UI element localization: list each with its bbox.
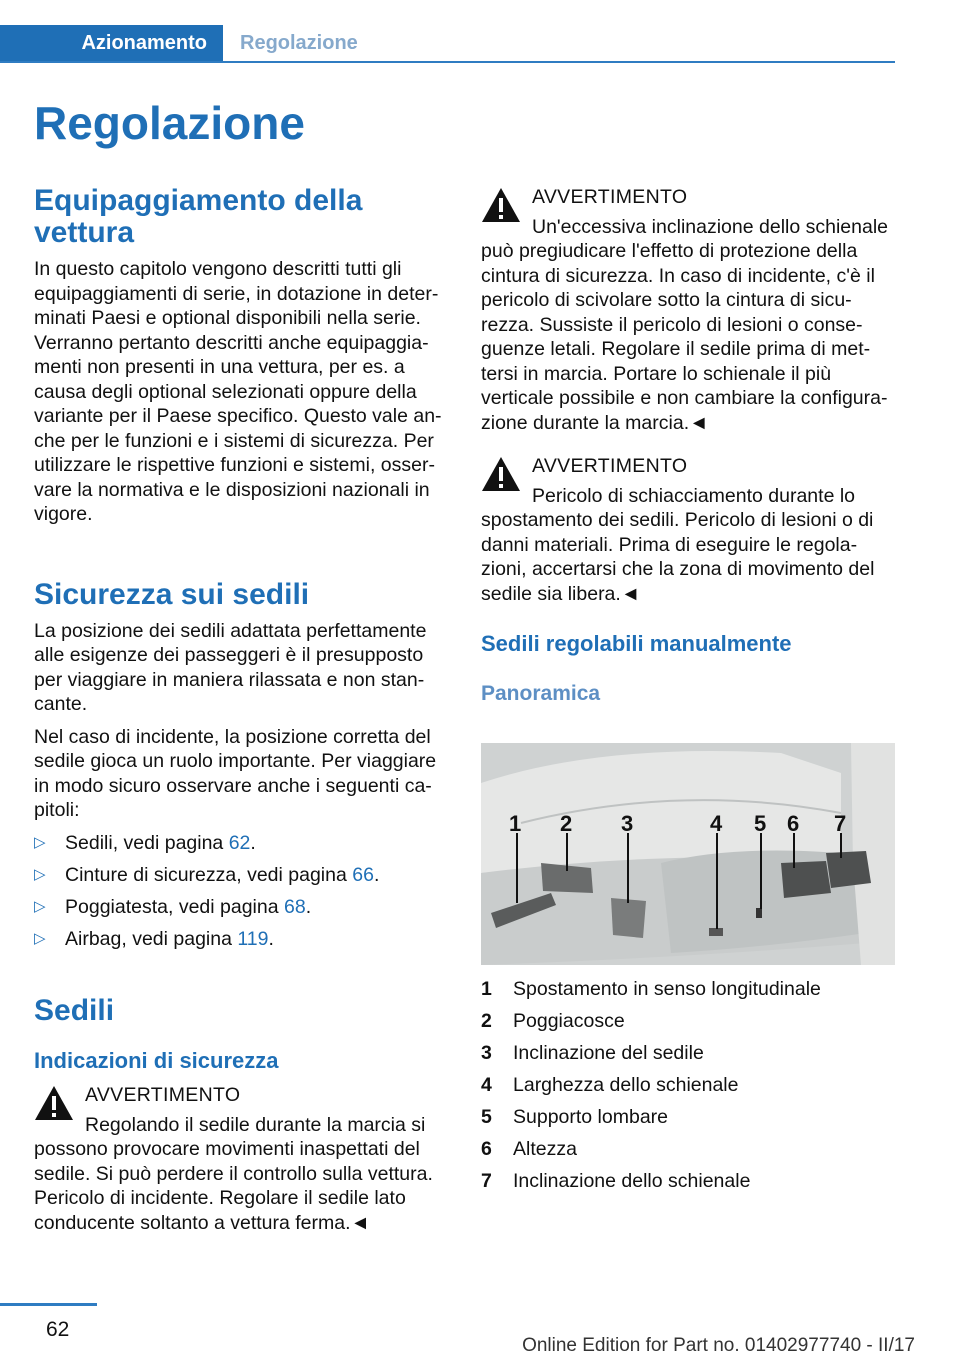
- paragraph-posizione-sedili: La posizione dei sedili adattata perfettamente alle esigenze dei passeggeri è il presupposto per viaggiare in maniera rilassata e non stan-cante.: [34, 619, 427, 715]
- triangle-bullet-icon: ▷: [34, 833, 46, 851]
- warning-text: Regolando il sedile durante la marcia si possono provocare movimenti inaspettati del sedile. Si può perdere il controllo sulla vettura. Pericolo di incidente. Regolare il sedile lato conducente soltanto a vettura ferma.◄: [34, 1113, 433, 1234]
- warning-icon: [481, 456, 521, 492]
- footer-rule: [0, 1303, 97, 1306]
- section-title-equipaggiamento: Equipaggiamento della vettura: [34, 184, 363, 249]
- tab-regolazione[interactable]: Regolazione: [240, 32, 358, 54]
- list-item: ▷ Sedili, vedi pagina 62.: [34, 831, 256, 854]
- seat-adjustment-photo: [481, 743, 895, 965]
- section-title-sicurezza-sedili: Sicurezza sui sedili: [34, 577, 310, 611]
- tab-azionamento[interactable]: Azionamento: [0, 25, 223, 61]
- subsection-title-panoramica: Panoramica: [481, 682, 601, 705]
- triangle-bullet-icon: ▷: [34, 865, 46, 883]
- page-link-62[interactable]: 62: [228, 831, 251, 854]
- right-column: [481, 185, 896, 708]
- warning-label: AVVERTIMENTO: [85, 1084, 241, 1106]
- triangle-bullet-icon: ▷: [34, 929, 46, 947]
- legend-row: 7 Inclinazione dello schienale: [481, 1170, 751, 1192]
- list-item: ▷ Airbag, vedi pagina 119.: [34, 927, 274, 950]
- warning-icon: [34, 1085, 74, 1121]
- edition-text: Online Edition for Part no. 01402977740 - II/17: [522, 1335, 915, 1356]
- photo-legend: [481, 977, 896, 1201]
- legend-row: 4 Larghezza dello schienale: [481, 1074, 739, 1096]
- page-link-66[interactable]: 66: [352, 863, 374, 886]
- list-item: ▷ Poggiatesta, vedi pagina 68.: [34, 895, 312, 918]
- callout-5: 5: [754, 811, 767, 836]
- page-link-119[interactable]: 119: [237, 927, 269, 950]
- subsection-title-indicazioni: Indicazioni di sicurezza: [34, 1048, 279, 1073]
- callout-7: 7: [834, 811, 847, 836]
- callout-3: 3: [621, 811, 634, 836]
- reference-list: [34, 831, 449, 952]
- triangle-bullet-icon: ▷: [34, 897, 46, 915]
- list-item: ▷ Cinture di sicurezza, vedi pagina 66.: [34, 863, 380, 886]
- chapter-tabs: [0, 25, 895, 63]
- section-title-sedili: Sedili: [34, 994, 115, 1027]
- warning-label: AVVERTIMENTO: [532, 455, 688, 477]
- warning-label: AVVERTIMENTO: [532, 186, 688, 208]
- callout-6: 6: [787, 811, 800, 836]
- warning-block: [481, 454, 896, 606]
- page-number: 62: [46, 1318, 70, 1341]
- legend-row: 5 Supporto lombare: [481, 1106, 669, 1128]
- page-title: Regolazione: [34, 97, 305, 149]
- left-column: [34, 185, 449, 1235]
- seat-illustration: [481, 743, 895, 965]
- warning-block: [481, 185, 896, 435]
- paragraph-incidente: Nel caso di incidente, la posizione corretta del sedile gioca un ruolo importante. Per viaggiare in modo sicuro osservare anche i seguenti ca-pitoli:: [34, 725, 437, 821]
- callout-1: 1: [509, 811, 522, 836]
- warning-icon: [481, 187, 521, 223]
- legend-row: 1 Spostamento in senso longitudinale: [481, 978, 821, 1000]
- section-title-sedili-manuali: Sedili regolabili manualmente: [481, 631, 792, 656]
- legend-row: 3 Inclinazione del sedile: [481, 1042, 704, 1064]
- warning-text: Un'eccessiva inclinazione dello schienale può pregiudicare l'effetto di protezione della cintura di sicurezza. In caso di incidente, c'è il pericolo di scivolare sotto la cintura di sicu-rezza. Sussiste il pericolo di lesioni o conse-guenze letali. Regolare il sedile prima di met-tersi in marcia. Portare lo schienale il più verticale possibile e non cambiare la configura-zione durante la marcia.◄: [481, 215, 889, 434]
- warning-block: [34, 1083, 449, 1235]
- page-link-68[interactable]: 68: [284, 895, 306, 918]
- section-text-equipaggiamento: In questo capitolo vengono descritti tutti gli equipaggiamenti di serie, in dotazione in deter-minati Paesi e optional disponibili nella serie. Verranno pertanto descritti anche equipaggia-menti non presenti in una vettura, per es. a causa degli optional selezionati oppure della variante per il Paese specifico. Questo vale an-che per le funzioni e i sistemi di sicurezza. Per utilizzare le rispettive funzioni e sistemi, osser-vare la normativa e le disposizioni nazionali in vigore.: [34, 258, 442, 525]
- callout-2: 2: [560, 811, 573, 836]
- legend-row: 6 Altezza: [481, 1138, 577, 1160]
- callout-4: 4: [710, 811, 723, 836]
- legend-row: 2 Poggiacosce: [481, 1010, 625, 1032]
- warning-text: Pericolo di schiacciamento durante lo spostamento dei sedili. Pericolo di lesioni o di danni materiali. Prima di eseguire le regola-zioni, accertarsi che la zona di movimento del sedile sia libera.◄: [481, 484, 875, 605]
